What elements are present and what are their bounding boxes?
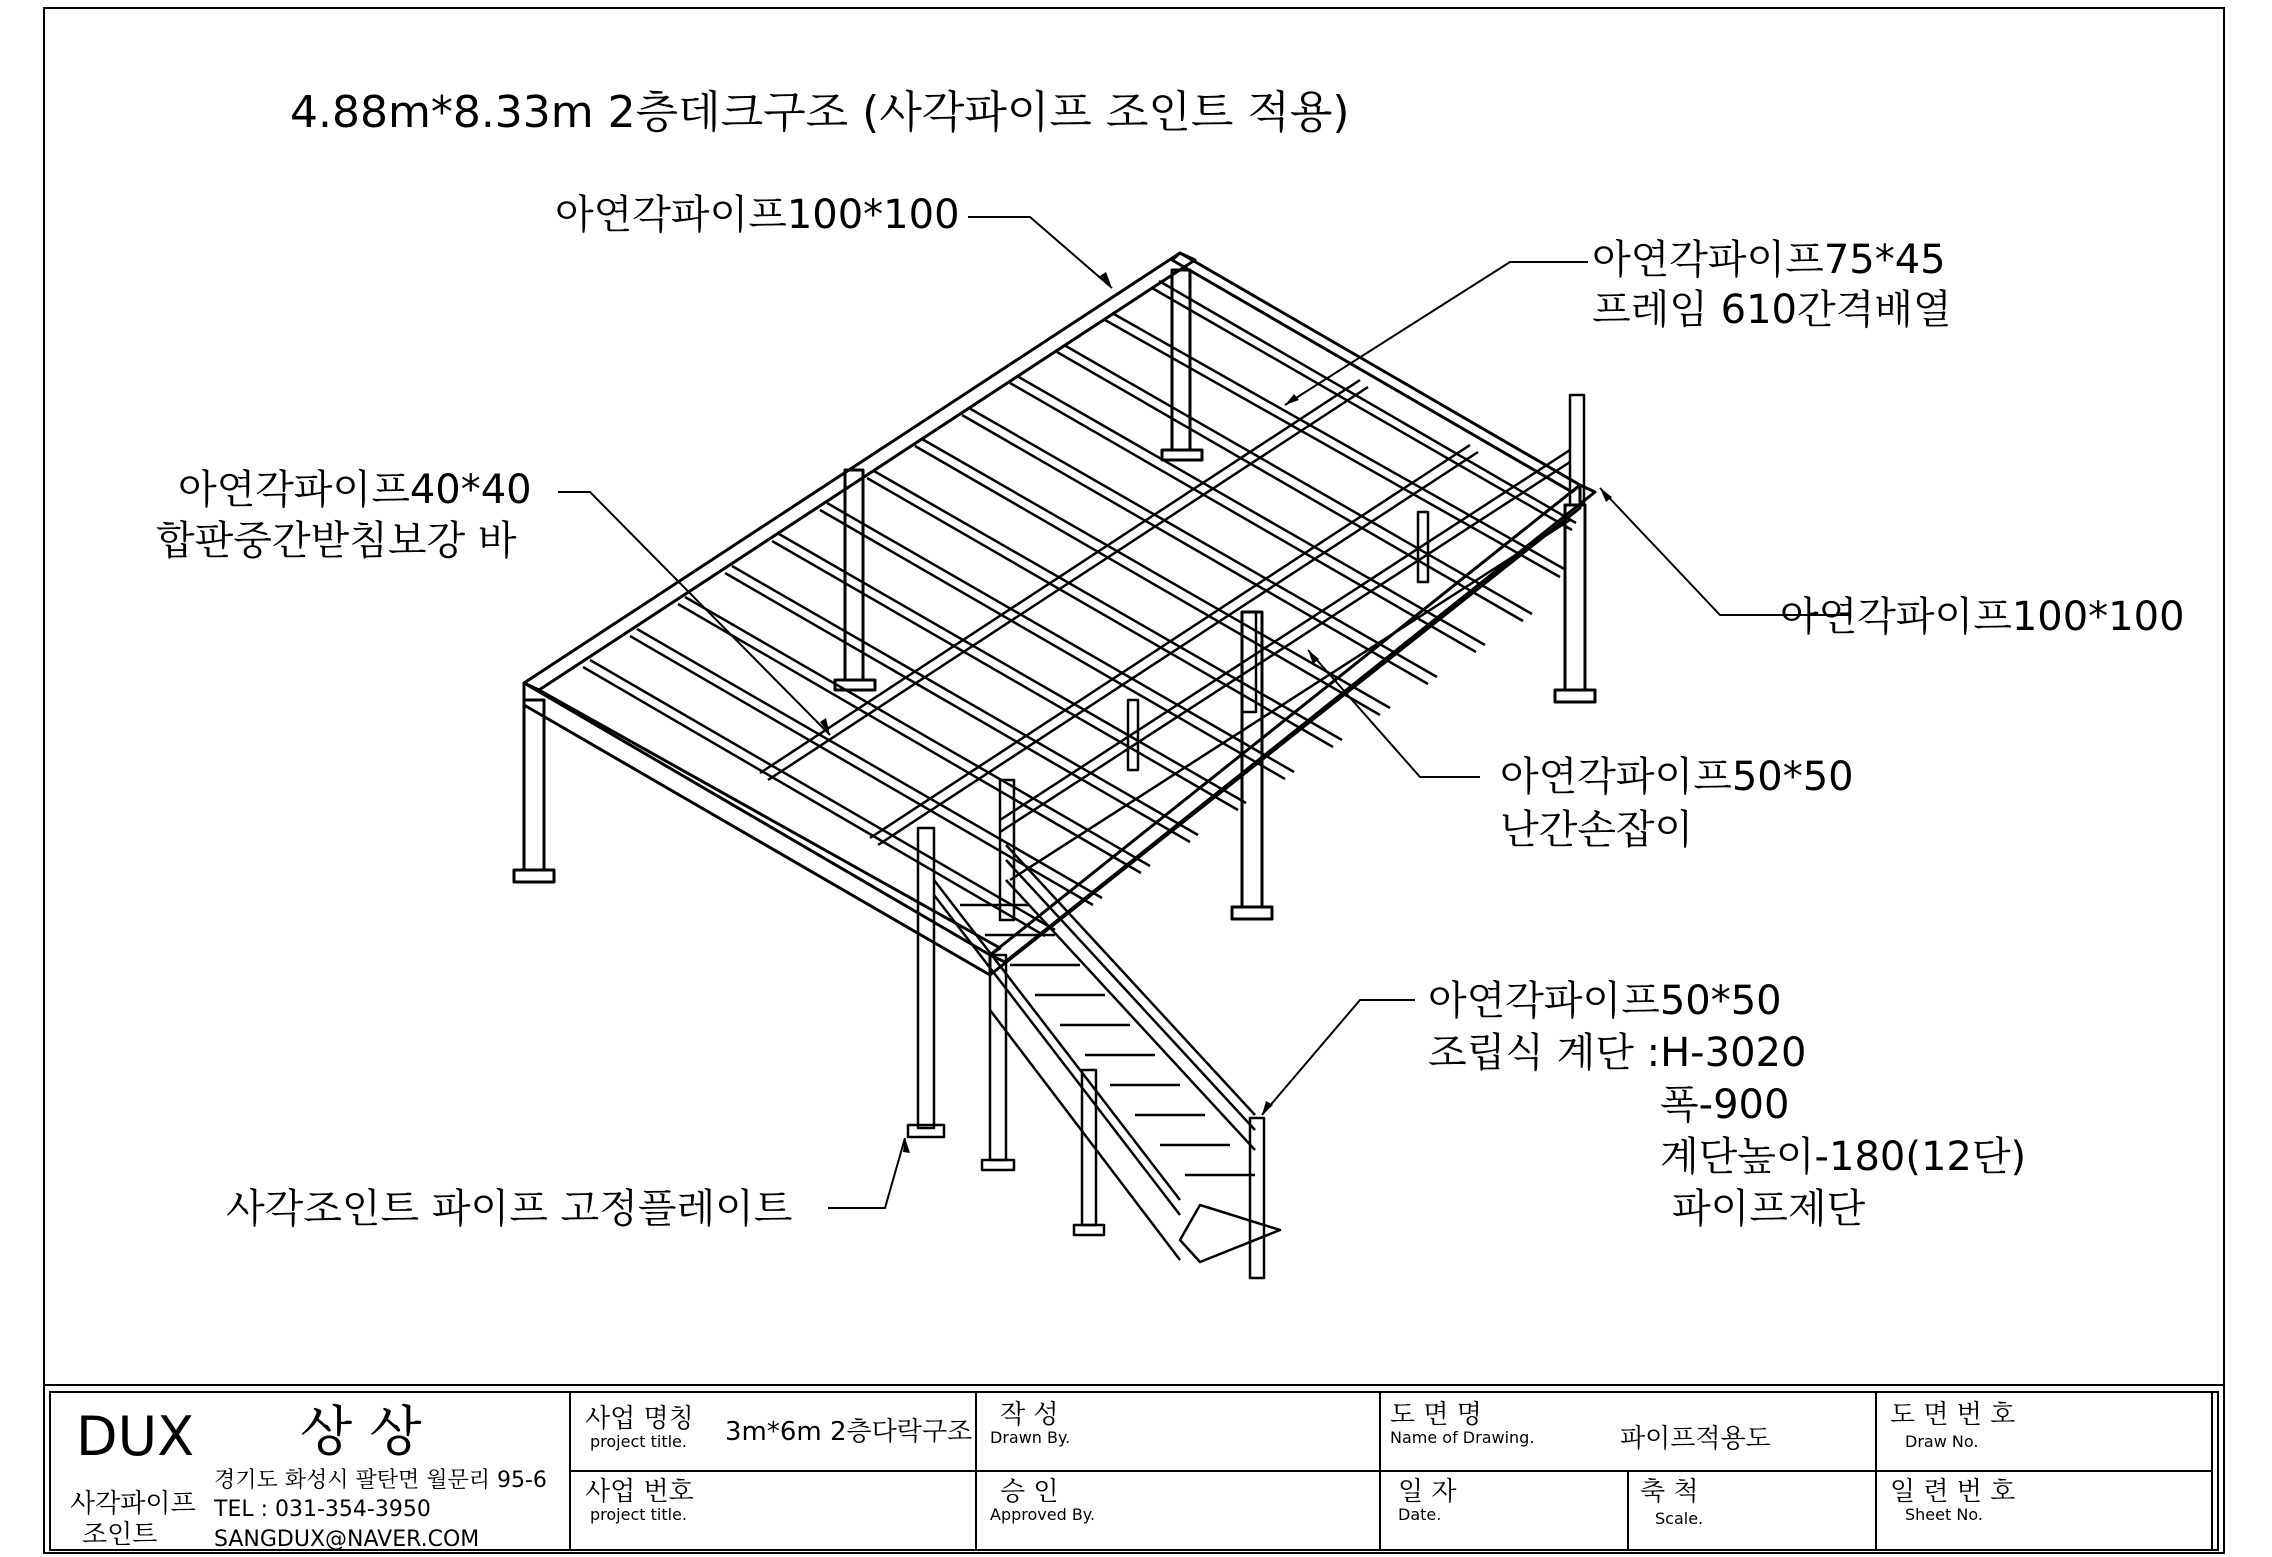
label-sub-2: 합판중간받침보강 바 [156,518,517,564]
drawing-name-label: 도 면 명 [1390,1400,1482,1430]
label-plate: 사각조인트 파이프 고정플레이트 [226,1186,793,1232]
company-address: 경기도 화성시 팔탄면 월문리 95-6 [214,1468,547,1493]
label-sub-1: 아연각파이프40*40 [178,467,532,513]
drawing-title: 4.88m*8.33m 2층데크구조 (사각파이프 조인트 적용) [290,87,1350,138]
label-stair-3: 폭-900 [1660,1082,1790,1128]
company-email: SANGDUX@NAVER.COM [214,1527,480,1552]
drawn-sub: Drawn By. [990,1428,1071,1447]
label-stair-2: 조립식 계단 :H-3020 [1428,1030,1807,1076]
project-no-sub: project title. [590,1505,687,1524]
deck-structure [514,253,1595,1278]
approved-sub: Approved By. [990,1505,1096,1524]
project-no-label: 사업 번호 [585,1477,694,1507]
deck-beam-back [1172,253,1580,492]
label-frame-1: 아연각파이프75*45 [1592,237,1946,283]
label-rail-2: 난간손잡이 [1500,807,1694,853]
company-tel: TEL : 031-354-3950 [214,1497,431,1522]
label-right-post: 아연각파이프100*100 [1780,594,2185,640]
drawing-name-sub: Name of Drawing. [1390,1428,1535,1447]
label-rail-1: 아연각파이프50*50 [1500,754,1854,800]
stair-assembly [908,828,1280,1278]
project-name-sub: project title. [590,1432,687,1451]
project-name-value: 3m*6m 2층다락구조 [725,1417,973,1447]
draw-no-sub: Draw No. [1905,1432,1979,1451]
label-stair-1: 아연각파이프50*50 [1428,978,1782,1024]
company-line-1: 사각파이프 [70,1489,196,1519]
drawing-name-value: 파이프적용도 [1620,1424,1771,1454]
date-sub: Date. [1398,1505,1442,1524]
date-label: 일 자 [1398,1477,1457,1507]
brand-name-kr: 상 상 [300,1400,422,1463]
sheet-no-label: 일 련 번 호 [1890,1477,2016,1507]
label-top-beam: 아연각파이프100*100 [555,192,960,238]
label-stair-4: 계단높이-180(12단) [1660,1134,2027,1180]
draw-no-label: 도 면 번 호 [1890,1400,2016,1430]
approved-label: 승 인 [1000,1477,1059,1507]
label-frame-2: 프레임 610간격배열 [1592,287,1952,333]
drawn-label: 작 성 [1000,1400,1059,1430]
scale-label: 축 척 [1640,1477,1699,1507]
deck-beam-front [524,683,1000,955]
project-name-label: 사업 명칭 [585,1404,694,1434]
sheet-no-sub: Sheet No. [1905,1505,1983,1524]
label-stair-5: 파이프제단 [1672,1186,1866,1232]
scale-sub: Scale. [1655,1509,1704,1528]
company-line-2: 조인트 [82,1520,158,1550]
brand-name: DUX [76,1405,195,1468]
